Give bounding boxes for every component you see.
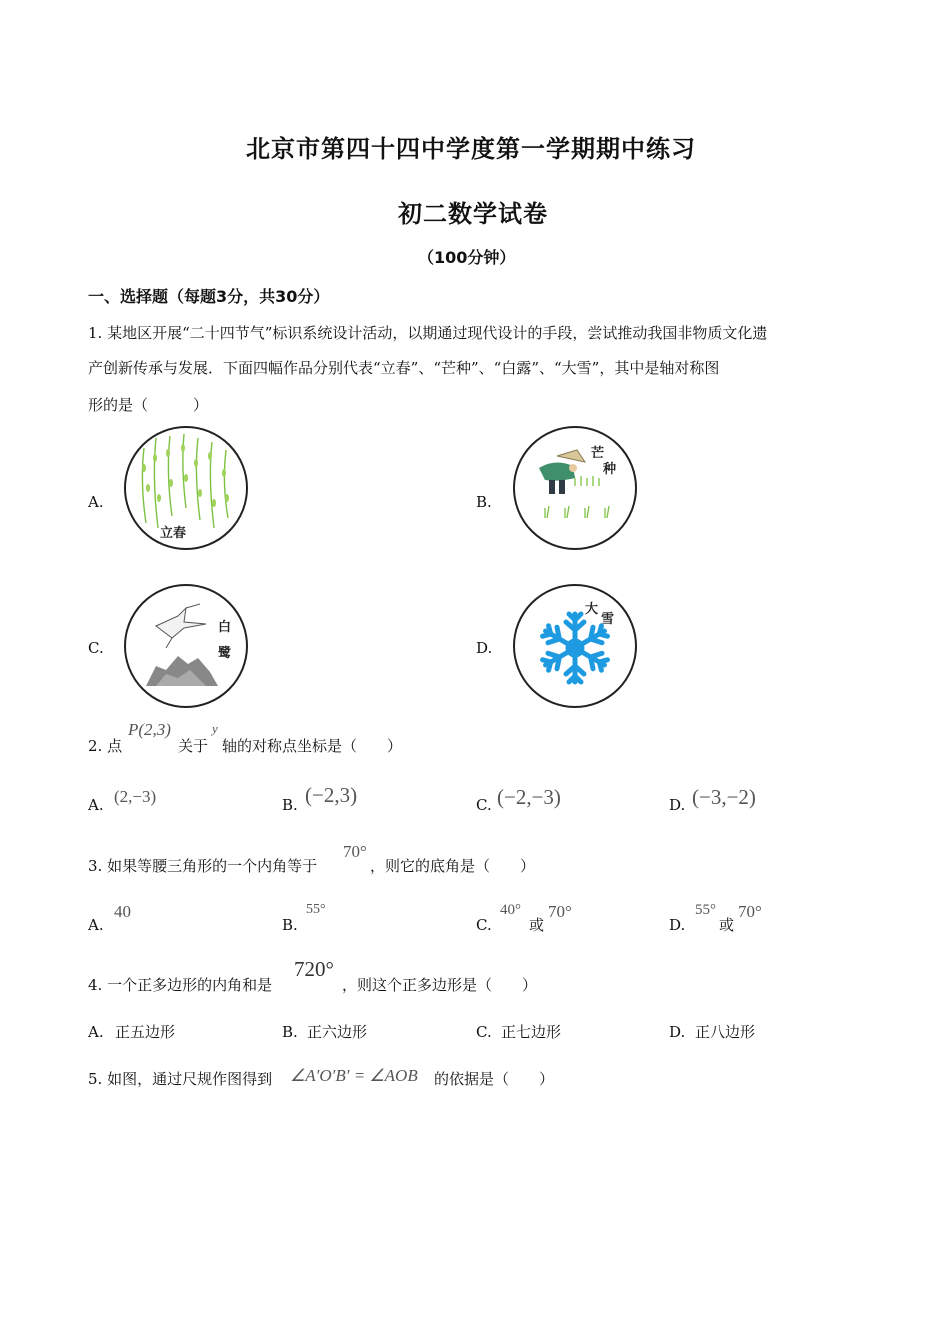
q1-option-b-image [513, 426, 637, 550]
q5-expression: ∠A′O′B′ = ∠AOB [290, 1066, 418, 1085]
q4-prefix: 4. 一个正多边形的内角和是 [88, 976, 273, 994]
farmer-planting-icon [515, 428, 635, 548]
q3-option-d-value1: 55° [695, 902, 716, 918]
q1-option-d-caption1: 大 [585, 602, 599, 617]
q5-prefix: 5. 如图，通过尺规作图得到 [88, 1070, 273, 1088]
q3-option-d-letter: D. [669, 916, 686, 934]
q2-option-b-letter: B. [282, 796, 298, 814]
q1-option-a-letter: A. [88, 493, 104, 511]
q3-option-b-letter: B. [282, 916, 298, 934]
q1-option-b-caption2: 种 [603, 462, 617, 477]
q4-option-b-value: 正六边形 [307, 1023, 368, 1041]
exam-duration: （100分钟） [418, 248, 516, 267]
q1-option-a-image [124, 426, 248, 550]
q3-option-c-value2: 70° [548, 902, 572, 921]
q2-option-c-letter: C. [476, 796, 492, 814]
q4-option-a-letter: A. [88, 1023, 104, 1041]
q1-stem-line2: 产创新传承与发展．下面四幅作品分别代表“立春”、“芒种”、“白露”、“大雪”，其中是轴对称图 [88, 359, 720, 377]
q3-option-c-or: 或 [529, 916, 545, 934]
q4-option-d-letter: D. [669, 1023, 686, 1041]
q1-stem-line3: 形的是（ ） [88, 396, 209, 414]
q2-point: P(2,3) [128, 720, 171, 739]
q3-option-a-value: 40 [114, 902, 131, 921]
q5-suffix: 的依据是（ ） [434, 1070, 555, 1088]
q3-option-d-value2: 70° [738, 902, 762, 921]
q1-option-c-letter: C. [88, 639, 104, 657]
q1-option-b-letter: B. [476, 493, 492, 511]
q2-middle: 关于 [178, 737, 209, 755]
q2-option-b-value: (−2,3) [305, 783, 358, 807]
q3-option-c-letter: C. [476, 916, 492, 934]
q2-option-a-letter: A. [88, 796, 104, 814]
q3-suffix: ，则它的底角是（ ） [370, 857, 536, 875]
page-subtitle: 初二数学试卷 [398, 200, 548, 228]
snowflake-icon [515, 586, 635, 706]
q3-option-b-value: 55° [306, 902, 326, 917]
q4-option-c-value: 正七边形 [501, 1023, 562, 1041]
q2-axis: y [212, 721, 218, 736]
q1-option-c-image [124, 584, 248, 708]
q4-sum: 720° [294, 957, 334, 981]
page-title: 北京市第四十四中学度第一学期期中练习 [246, 135, 696, 163]
q4-option-d-value: 正八边形 [695, 1023, 756, 1041]
q4-suffix: ，则这个正多边形是（ ） [342, 976, 538, 994]
q2-option-d-letter: D. [669, 796, 686, 814]
q1-option-c-caption2: 鹭 [218, 646, 232, 661]
q2-option-a-value: (2,−3) [114, 787, 157, 806]
q1-option-d-caption2: 雪 [601, 612, 615, 627]
q1-stem-line1: 1. 某地区开展“二十四节气”标识系统设计活动，以期通过现代设计的手段，尝试推动我国非物质文化遗 [88, 324, 768, 342]
q1-option-b-caption1: 芒 [591, 446, 605, 461]
q4-option-c-letter: C. [476, 1023, 492, 1041]
q3-option-d-or: 或 [719, 916, 735, 934]
q2-option-d-value: (−3,−2) [692, 785, 756, 809]
q3-prefix: 3. 如果等腰三角形的一个内角等于 [88, 857, 318, 875]
q1-option-d-letter: D. [476, 639, 493, 657]
q4-option-b-letter: B. [282, 1023, 298, 1041]
q1-option-a-caption: 立春 [160, 526, 187, 541]
q2-prefix: 2. 点 [88, 737, 123, 755]
q3-option-a-letter: A. [88, 916, 104, 934]
section-heading: 一、选择题（每题3分，共30分） [88, 287, 330, 306]
q2-option-c-value: (−2,−3) [497, 785, 561, 809]
q1-option-d-image [513, 584, 637, 708]
q2-suffix: 轴的对称点坐标是（ ） [222, 737, 403, 755]
q1-option-c-caption1: 白 [218, 620, 232, 635]
q3-angle: 70° [343, 842, 367, 861]
q3-option-c-value1: 40° [500, 902, 521, 918]
q4-option-a-value: 正五边形 [115, 1023, 176, 1041]
